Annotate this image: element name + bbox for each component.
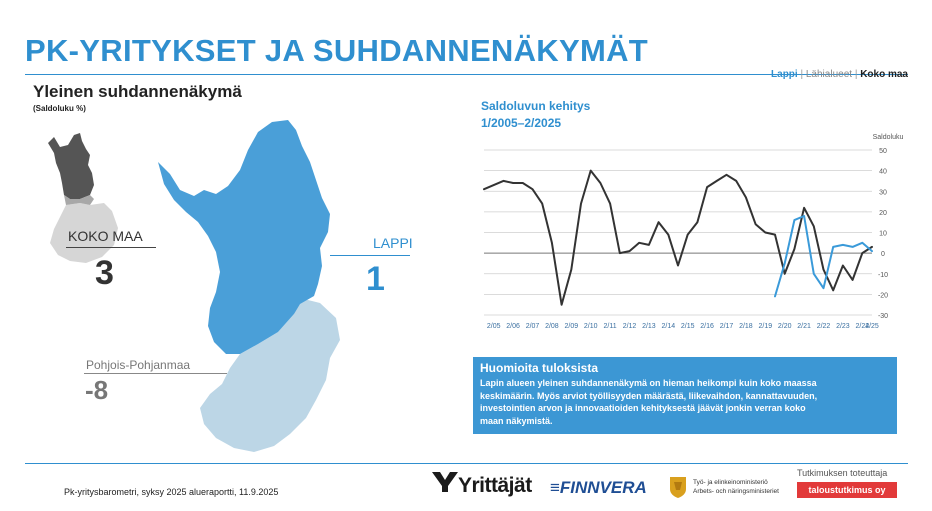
nav-lappi[interactable]: Lappi (771, 69, 798, 80)
section-subtitle: (Saldoluku %) (33, 104, 86, 113)
pohjois-pohjanmaa-value: -8 (85, 375, 109, 405)
tem-line-1: Työ- ja elinkeinoministeriö (693, 479, 768, 486)
yrittajat-mark-icon (432, 472, 458, 498)
x-tick-label: 2/11 (603, 323, 617, 330)
y-tick-label: -10 (877, 271, 889, 279)
footer-source: Pk-yritysbarometri, syksy 2025 alueraportti, 11.9.2025 (64, 487, 279, 497)
series-line-koko-maa (484, 171, 872, 305)
finnvera-logo-text: FINNVERA (559, 478, 647, 497)
series-line-lappi (775, 216, 872, 296)
taloustutkimus-logo: taloustutkimus oy (797, 482, 897, 498)
lappi-leader (330, 255, 410, 256)
y-tick-label: 40 (879, 168, 887, 176)
x-tick-label: 2/17 (719, 323, 734, 330)
tem-line-2: Arbets- och näringsministeriet (693, 488, 779, 495)
nav-lahialueet[interactable]: Lähialueet (805, 69, 853, 80)
y-tick-label: 0 (881, 251, 885, 259)
notes-box (473, 357, 897, 434)
nav-separator: | (800, 69, 804, 80)
x-tick-label: 2/13 (642, 323, 656, 330)
yrittajat-logo-text: Yrittäjät (458, 474, 532, 497)
research-label: Tutkimuksen toteuttaja (797, 468, 888, 478)
koko-maa-value: 3 (95, 254, 114, 292)
x-tick-label: 2/20 (777, 323, 792, 330)
chart-title-block (481, 98, 590, 132)
y-tick-label: 30 (879, 189, 887, 197)
x-tick-label: 2/05 (486, 323, 501, 330)
lappi-value: 1 (366, 260, 385, 298)
x-tick-label: 2/12 (622, 323, 637, 330)
x-tick-label: 2/18 (739, 323, 753, 330)
x-tick-label: 2/14 (661, 323, 676, 330)
x-tick-label: 2/23 (836, 323, 850, 330)
x-tick-label: 2/19 (758, 323, 773, 330)
lappi-map (150, 118, 350, 458)
page-title: PK-YRITYKSET JA SUHDANNENÄKYMÄT (25, 33, 649, 68)
nav-koko-maa[interactable]: Koko maa (860, 69, 908, 80)
x-tick-label: 2/25 (865, 323, 879, 330)
section-title: Yleinen suhdannenäkymä (33, 82, 242, 101)
y-tick-label: -20 (877, 292, 889, 300)
y-tick-label: 10 (879, 230, 887, 238)
tem-logo-text (693, 478, 779, 496)
chart-subtitle: 1/2005–2/2025 (481, 116, 562, 130)
x-tick-label: 2/22 (816, 323, 831, 330)
notes-line: keskimäärin. Myös arviot työllisyyden määrästä, liikevaihdon, kannattavuuden, (480, 390, 818, 401)
pohjois-pohjanmaa-leader (84, 373, 227, 374)
chart-title: Saldoluvun kehitys (481, 99, 591, 113)
y-tick-label: 50 (879, 148, 887, 155)
x-tick-label: 2/08 (545, 323, 559, 330)
nav-separator: | (854, 69, 858, 80)
finland-north-shape (48, 133, 94, 199)
lappi-label: LAPPI (373, 235, 413, 251)
pohjois-pohjanmaa-label: Pohjois-Pohjanmaa (86, 358, 191, 372)
notes-line: Lapin alueen yleinen suhdannenäkymä on hieman heikompi kuin koko maassa (480, 378, 817, 388)
x-tick-label: 2/21 (797, 323, 811, 330)
x-tick-label: 2/07 (525, 323, 540, 330)
y-axis-label: Saldoluku (872, 134, 904, 141)
notes-body (480, 377, 890, 427)
x-tick-label: 2/24 (855, 323, 870, 330)
notes-line: investointien arvon ja innovaatioiden kehityksestä jäävät jonkin verran koko (480, 403, 806, 413)
x-tick-label: 2/10 (583, 323, 598, 330)
x-tick-label: 2/09 (564, 323, 579, 330)
yrittajat-logo (432, 472, 532, 498)
saldoluku-line-chart (470, 130, 910, 335)
footer-divider (25, 463, 908, 464)
notes-title: Huomioita tuloksista (480, 361, 599, 375)
x-tick-label: 2/15 (680, 323, 695, 330)
finnvera-logo (550, 478, 647, 498)
finnvera-mark-icon: ≡ (550, 478, 560, 497)
x-tick-label: 2/16 (700, 323, 714, 330)
tem-crest-icon (668, 475, 688, 499)
x-tick-label: 2/06 (506, 323, 520, 330)
koko-maa-leader (66, 247, 156, 248)
y-tick-label: 20 (879, 209, 887, 217)
koko-maa-label: KOKO MAA (68, 228, 143, 244)
y-tick-label: -30 (877, 313, 889, 320)
region-nav (771, 69, 908, 80)
notes-line: maan näkymistä. (480, 415, 553, 426)
